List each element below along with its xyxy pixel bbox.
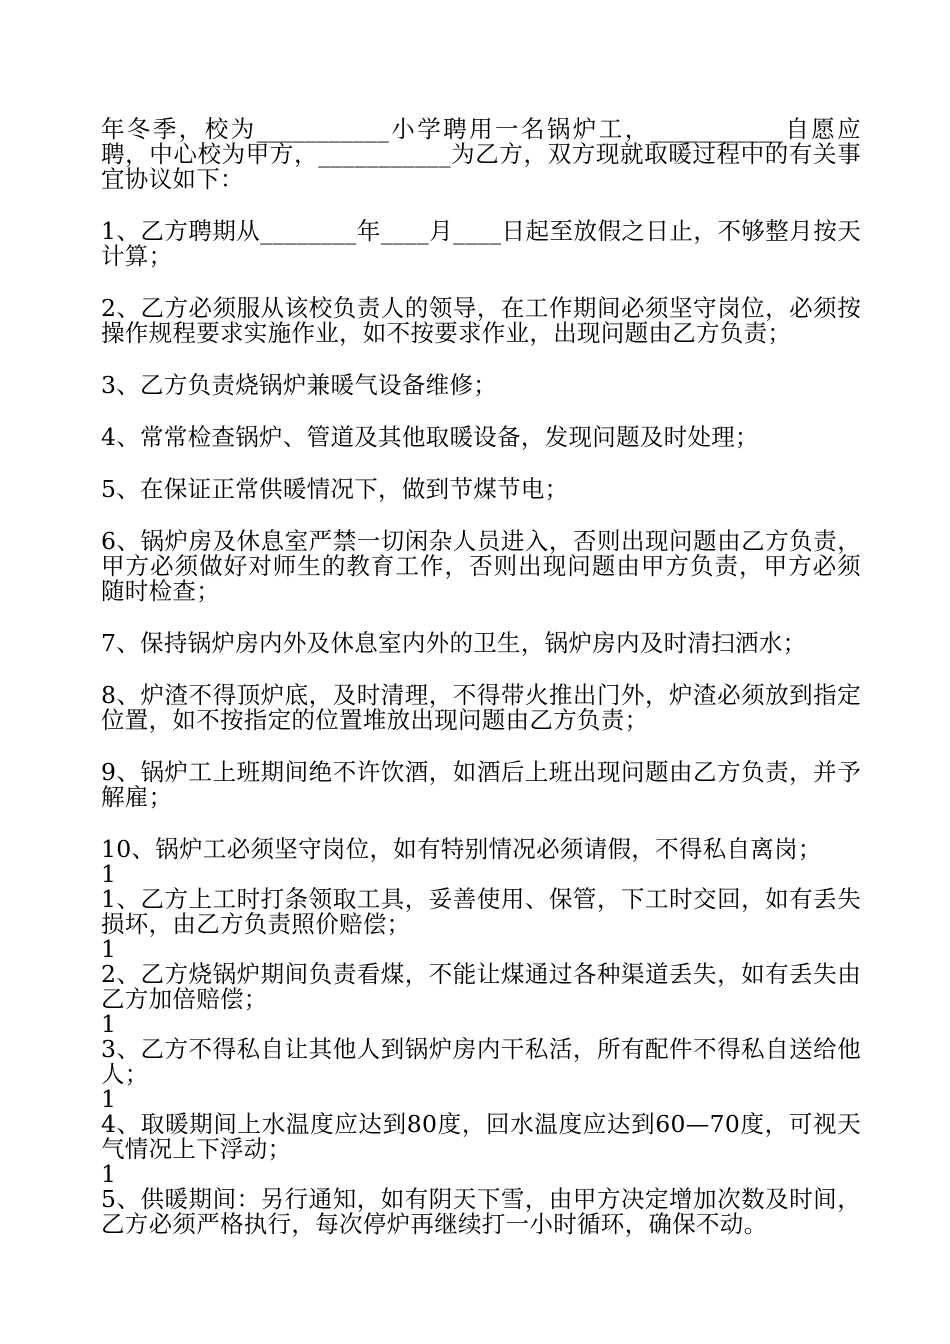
clause-number-prefix: 1 [101, 860, 117, 888]
clause-text: 4、取暖期间上水温度应达到80度，回水温度应达到60—70度，可视天气情况上下浮动； [101, 1110, 861, 1163]
clause-6: 6、锅炉房及休息室严禁一切闲杂人员进入，否则出现问题由乙方负责，甲方必须做好对师生的教育工作，否则出现问题由甲方负责，甲方必须随时检查； [101, 527, 861, 605]
continued-clause-11 [101, 862, 861, 937]
clause-8: 8、炉渣不得顶炉底，及时清理，不得带火推出门外，炉渣必须放到指定位置，如不按指定的位置堆放出现问题由乙方负责； [101, 681, 861, 734]
clause-5: 5、在保证正常供暖情况下，做到节煤节电； [101, 475, 569, 503]
clause-number-prefix: 1 [101, 1160, 117, 1188]
clause-9: 9、锅炉工上班期间绝不许饮酒，如酒后上班出现问题由乙方负责，并予解雇； [101, 758, 861, 811]
intro-paragraph: 年冬季，校为___________小学聘用一名锅炉工，___________自愿应聘，中心校为甲方，___________为乙方，双方现就取暖过程中的有关事宜协议如下： [101, 115, 861, 193]
clause-text: 2、乙方烧锅炉期间负责看煤，不能让煤通过各种渠道丢失，如有丢失由乙方加倍赔偿； [101, 960, 861, 1013]
continued-clause-12 [101, 937, 861, 1012]
clause-text: 3、乙方不得私自让其他人到锅炉房内干私活，所有配件不得私自送给他人； [101, 1035, 861, 1088]
clause-7: 7、保持锅炉房内外及休息室内外的卫生，锅炉房内及时清扫洒水； [101, 629, 807, 657]
clause-1: 1、乙方聘期从________年____月____日起至放假之日止，不够整月按天计算； [101, 217, 861, 270]
clause-text: 1、乙方上工时打条领取工具，妥善使用、保管，下工时交回，如有丢失损坏，由乙方负责照价赔偿； [101, 885, 861, 938]
clause-2: 2、乙方必须服从该校负责人的领导，在工作期间必须坚守岗位，必须按操作规程要求实施作业，如不按要求作业，出现问题由乙方负责； [101, 294, 861, 347]
continued-clause-14 [101, 1087, 861, 1162]
document-body [101, 117, 861, 1237]
clause-number-prefix: 1 [101, 935, 117, 963]
clause-text: 5、供暖期间：另行通知，如有阴天下雪，由甲方决定增加次数及时间，乙方必须严格执行，每次停炉再继续打一小时循环，确保不动。 [101, 1185, 861, 1238]
clause-number-prefix: 1 [101, 1085, 117, 1113]
clause-number-prefix: 1 [101, 1010, 117, 1038]
clause-3: 3、乙方负责烧锅炉兼暖气设备维修； [101, 371, 498, 399]
clause-4: 4、常常检查锅炉、管道及其他取暖设备，发现问题及时处理； [101, 423, 759, 451]
continued-clause-13 [101, 1012, 861, 1087]
clause-10: 10、锅炉工必须坚守岗位，如有特别情况必须请假，不得私自离岗； [101, 835, 822, 863]
continued-clause-15 [101, 1162, 861, 1237]
